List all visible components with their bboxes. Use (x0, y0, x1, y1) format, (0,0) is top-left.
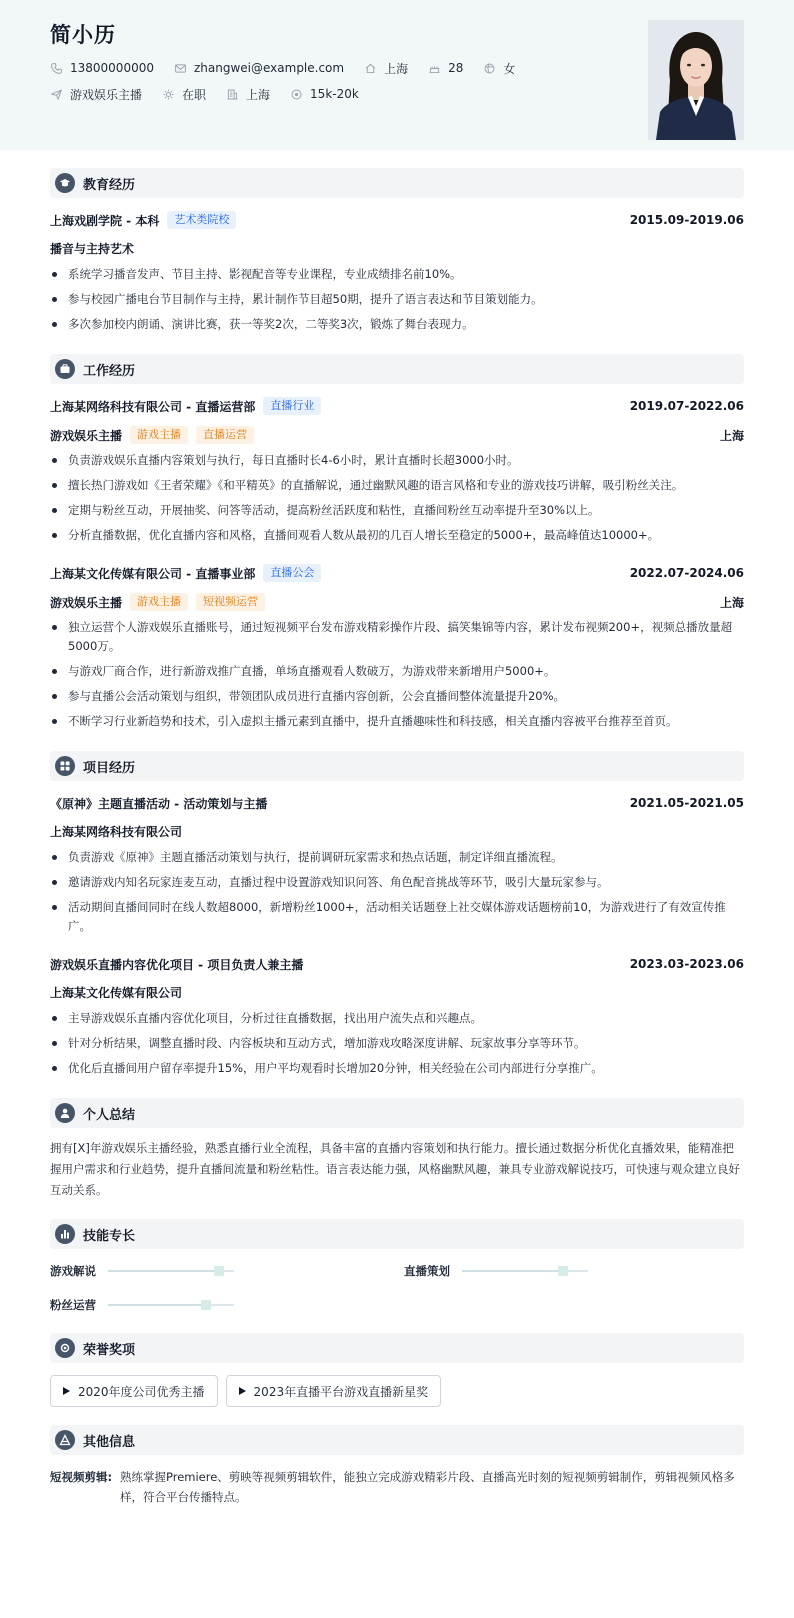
age-item (428, 61, 463, 75)
skill-level-knob (558, 1266, 568, 1276)
project-date: 2021.05-2021.05 (629, 796, 744, 810)
work-entry (50, 563, 744, 731)
project-name: 《原神》主题直播活动 - 活动策划与主播 (50, 796, 268, 811)
education-bullets (50, 265, 744, 334)
salary-text: 15k-20k (310, 87, 359, 101)
skill-level-knob (201, 1300, 211, 1310)
summary-section-header (50, 1098, 744, 1128)
project-entry (50, 954, 744, 1078)
awards-list (50, 1375, 744, 1407)
award-text: 2023年直播平台游戏直播新星奖 (253, 1384, 429, 1399)
work-bullets (50, 451, 744, 545)
skills-grid (50, 1261, 744, 1315)
job-location: 上海 (719, 595, 744, 610)
project-bullets (50, 1009, 744, 1078)
city-item (364, 60, 408, 77)
resume-body (0, 168, 794, 1507)
other-info-row (50, 1467, 744, 1507)
skill-level-fill (108, 1270, 219, 1272)
skill-item (404, 1261, 734, 1281)
building-icon (226, 88, 239, 101)
target-city-item (226, 86, 270, 103)
skill-level-bar (108, 1270, 234, 1272)
list-item: 主导游戏娱乐直播内容优化项目，分析过往直播数据，找出用户流失点和兴趣点。 (50, 1009, 744, 1028)
home-icon (364, 62, 377, 75)
skill-level-bar (108, 1304, 234, 1306)
email-text: zhangwei@example.com (193, 61, 345, 75)
project-bullets (50, 848, 744, 936)
projects-title: 项目经历 (83, 760, 136, 776)
job-location: 上海 (719, 428, 744, 443)
list-item: 优化后直播间用户留存率提升15%，用户平均观看时长增加20分钟，相关经验在公司内部进行分享推广。 (50, 1059, 744, 1078)
list-item: 参与校园广播电台节目制作与主持，累计制作节目超50期，提升了语言表达和节目策划能力。 (50, 290, 744, 309)
role-tag: 短视频运营 (196, 593, 265, 611)
major-name: 播音与主持艺术 (50, 242, 135, 256)
role-tag: 游戏主播 (130, 593, 188, 611)
shapes-icon (55, 1430, 75, 1450)
school-name: 上海戏剧学院 - 本科 (50, 213, 160, 228)
projects-section-header (50, 751, 744, 781)
skill-name: 粉丝运营 (50, 1298, 96, 1312)
education-entry (50, 210, 744, 334)
candidate-name: 简小历 (50, 23, 116, 47)
city-text: 上海 (384, 61, 409, 76)
skill-level-fill (108, 1304, 206, 1306)
project-company: 上海某网络科技有限公司 (50, 825, 183, 839)
triangle-icon (63, 1387, 70, 1395)
list-item: 参与直播公会活动策划与组织，带领团队成员进行直播内容创新，公会直播间整体流量提升20%。 (50, 687, 744, 706)
status-item (162, 86, 206, 103)
graduation-cap-icon (55, 173, 75, 193)
list-item: 定期与粉丝互动，开展抽奖、问答等活动，提高粉丝活跃度和粘性，直播间粉丝互动率提升至30%以上。 (50, 501, 744, 520)
position-text: 游戏娱乐主播 (70, 87, 143, 102)
briefcase-icon (55, 359, 75, 379)
skill-item (50, 1261, 404, 1281)
role-tag: 直播运营 (196, 426, 254, 444)
other-text: 熟练掌握Premiere、剪映等视频剪辑软件，能独立完成游戏精彩片段、直播高光时刻的短视频剪辑制作，剪辑视频风格多样，符合平台传播特点。 (120, 1470, 735, 1504)
job-role: 游戏娱乐主播 (50, 595, 123, 610)
position-item (50, 86, 142, 103)
gender-icon (483, 62, 496, 75)
project-name: 游戏娱乐直播内容优化项目 - 项目负责人兼主播 (50, 957, 304, 972)
skill-name: 游戏解说 (50, 1264, 96, 1278)
skill-level-knob (214, 1266, 224, 1276)
summary-text: 拥有[X]年游戏娱乐主播经验，熟悉直播行业全流程，具备丰富的直播内容策划和执行能力。擅长通过数据分析优化直播效果，能精准把握用户需求和行业趋势，提升直播间流量和粉丝粘性。语言表达能力强，风格幽默风趣，兼具专业游戏解说技巧，可快速与观众建立良好互动关系。 (50, 1141, 740, 1197)
job-intent-row (50, 84, 744, 104)
award-text: 2020年度公司优秀主播 (78, 1384, 205, 1399)
triangle-icon (239, 1387, 246, 1395)
gender-text: 女 (503, 61, 516, 76)
target-city-text: 上海 (246, 87, 271, 102)
skills-section-header (50, 1219, 744, 1249)
status-text: 在职 (182, 87, 207, 102)
phone-item (50, 61, 154, 75)
other-label: 短视频剪辑: (50, 1470, 113, 1484)
resume-header (0, 0, 794, 150)
list-item: 独立运营个人游戏娱乐直播账号，通过短视频平台发布游戏精彩操作片段、搞笑集锦等内容，累计发布视频200+，视频总播放量超5000万。 (50, 618, 744, 656)
skill-item (50, 1295, 404, 1315)
list-item: 分析直播数据，优化直播内容和风格，直播间观看人数从最初的几百人增长至稳定的5000+，最高峰值达10000+。 (50, 526, 744, 545)
project-date: 2023.03-2023.06 (629, 957, 744, 971)
phone-text: 13800000000 (70, 61, 154, 75)
education-title: 教育经历 (83, 177, 136, 193)
phone-icon (50, 62, 63, 75)
list-item: 邀请游戏内知名玩家连麦互动，直播过程中设置游戏知识问答、角色配音挑战等环节，吸引大量玩家参与。 (50, 873, 744, 892)
medal-icon (55, 1338, 75, 1358)
skill-level-bar (462, 1270, 588, 1272)
list-item: 擅长热门游戏如《王者荣耀》《和平精英》的直播解说，通过幽默风趣的语言风格和专业的游戏技巧讲解，吸引粉丝关注。 (50, 476, 744, 495)
salary-item (290, 87, 359, 101)
work-date: 2019.07-2022.06 (629, 399, 744, 413)
list-item: 活动期间直播间同时在线人数超8000，新增粉丝1000+，活动相关话题登上社交媒体游戏话题榜前10，为游戏进行了有效宣传推广。 (50, 898, 744, 936)
skill-level-fill (462, 1270, 563, 1272)
work-section-header (50, 354, 744, 384)
mail-icon (174, 62, 187, 75)
work-entry (50, 396, 744, 545)
role-tag: 游戏主播 (130, 426, 188, 444)
awards-title: 荣誉奖项 (83, 1342, 136, 1358)
other-section-header (50, 1425, 744, 1455)
portrait-avatar (648, 20, 744, 140)
company-name: 上海某文化传媒有限公司 - 直播事业部 (50, 566, 256, 581)
award-item (50, 1375, 218, 1407)
project-entry (50, 793, 744, 936)
gender-item (483, 60, 515, 77)
skills-title: 技能专长 (83, 1228, 136, 1244)
school-tag: 艺术类院校 (167, 211, 236, 229)
awards-section-header (50, 1333, 744, 1363)
list-item: 负责游戏《原神》主题直播活动策划与执行，提前调研玩家需求和热点话题，制定详细直播流程。 (50, 848, 744, 867)
other-title: 其他信息 (83, 1434, 136, 1450)
list-item: 与游戏厂商合作，进行新游戏推广直播，单场直播观看人数破万，为游戏带来新增用户5000+。 (50, 662, 744, 681)
grid-icon (55, 756, 75, 776)
email-item (174, 61, 344, 75)
bar-chart-icon (55, 1224, 75, 1244)
profile-photo (648, 20, 744, 140)
list-item: 不断学习行业新趋势和技术，引入虚拟主播元素到直播中，提升直播趣味性和科技感，相关直播内容被平台推荐至首页。 (50, 712, 744, 731)
work-title: 工作经历 (83, 363, 136, 379)
job-role: 游戏娱乐主播 (50, 428, 123, 443)
status-icon (162, 88, 175, 101)
education-section-header (50, 168, 744, 198)
age-icon (428, 62, 441, 75)
user-icon (55, 1103, 75, 1123)
education-date: 2015.09-2019.06 (629, 213, 744, 227)
age-text: 28 (448, 61, 464, 75)
work-date: 2022.07-2024.06 (629, 566, 744, 580)
list-item: 系统学习播音发声、节目主持、影视配音等专业课程，专业成绩排名前10%。 (50, 265, 744, 284)
send-icon (50, 88, 63, 101)
skill-name: 直播策划 (404, 1264, 450, 1278)
list-item: 负责游戏娱乐直播内容策划与执行，每日直播时长4-6小时，累计直播时长超3000小时。 (50, 451, 744, 470)
salary-icon (290, 88, 303, 101)
company-name: 上海某网络科技有限公司 - 直播运营部 (50, 399, 256, 414)
project-company: 上海某文化传媒有限公司 (50, 986, 183, 1000)
industry-tag: 直播公会 (263, 564, 321, 582)
contact-row (50, 58, 744, 78)
list-item: 多次参加校内朗诵、演讲比赛，获一等奖2次，二等奖3次，锻炼了舞台表现力。 (50, 315, 744, 334)
summary-title: 个人总结 (83, 1107, 136, 1123)
list-item: 针对分析结果，调整直播时段、内容板块和互动方式，增加游戏攻略深度讲解、玩家故事分享等环节。 (50, 1034, 744, 1053)
industry-tag: 直播行业 (263, 397, 321, 415)
work-bullets (50, 618, 744, 731)
award-item (226, 1375, 442, 1407)
